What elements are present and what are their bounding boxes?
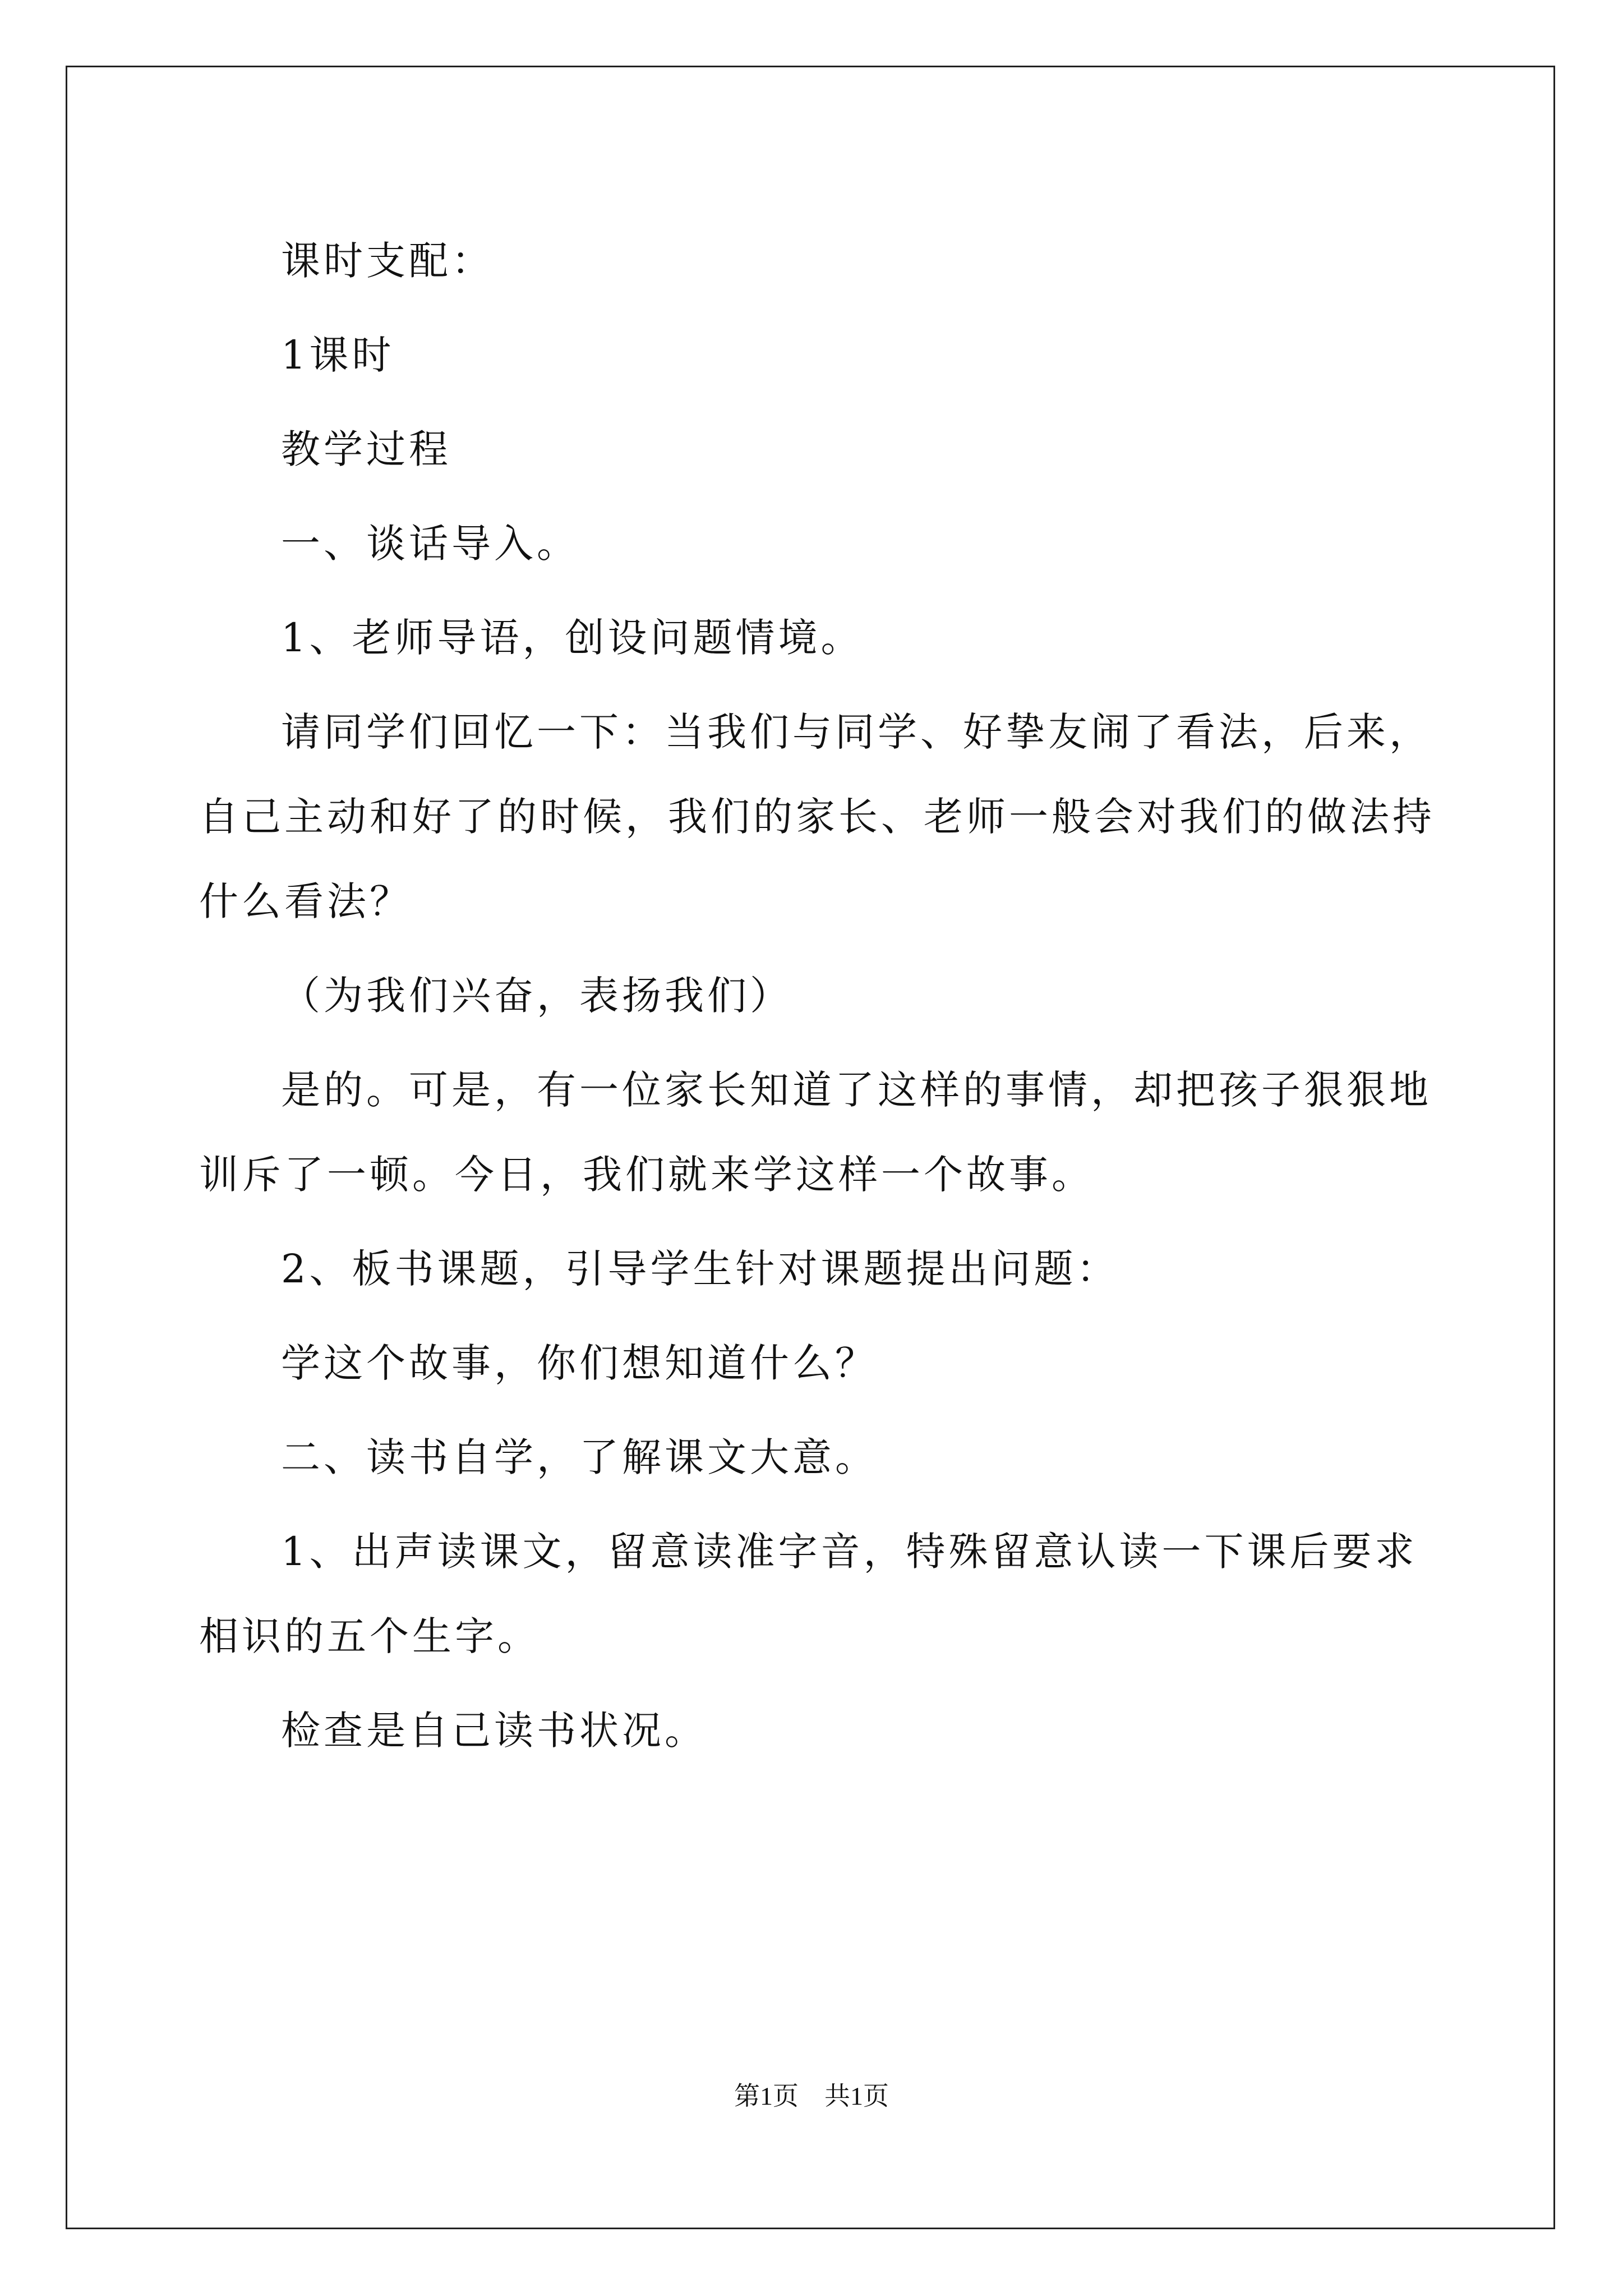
paragraph-step-1-2: 2、板书课题，引导学生针对课题提出问题：: [281, 1246, 1119, 1292]
paragraph-story-intro: 是的。可是，有一位家长知道了这样的事情，却把孩子狠狠地训斥了一顿。今日，我们就来学这样一个故事。: [199, 1067, 1432, 1198]
document-body: [199, 219, 1438, 1783]
paragraph-lesson-arrangement: 课时支配：: [281, 238, 494, 284]
page-footer: [0, 2079, 1623, 2113]
paragraph-section-2-heading: 二、读书自学，了解课文大意。: [281, 1434, 878, 1480]
paragraph-teaching-process: 教学过程: [281, 426, 451, 472]
paragraph-self-check: 检查是自己读书状况。: [281, 1708, 707, 1754]
paragraph-recall-question: 请同学们回忆一下：当我们与同学、好挚友闹了看法，后来，自己主动和好了的时候，我们的家长、老师一般会对我们的做法持什么看法？: [199, 709, 1435, 924]
page-number: 第1页: [734, 2082, 799, 2110]
paragraph-student-question: 学这个故事，你们想知道什么？: [281, 1340, 878, 1386]
page-total: 共1页: [824, 2082, 889, 2110]
paragraph-expected-answer: （为我们兴奋，表扬我们）: [281, 973, 792, 1019]
paragraph-step-1-1: 1、老师导语，创设问题情境。: [281, 615, 864, 661]
paragraph-lesson-count: 1课时: [281, 332, 395, 378]
paragraph-step-2-1: 1、出声读课文，留意读准字音，特殊留意认读一下课后要求相识的五个生字。: [199, 1529, 1418, 1659]
paragraph-section-1-heading: 一、谈话导入。: [281, 521, 579, 567]
